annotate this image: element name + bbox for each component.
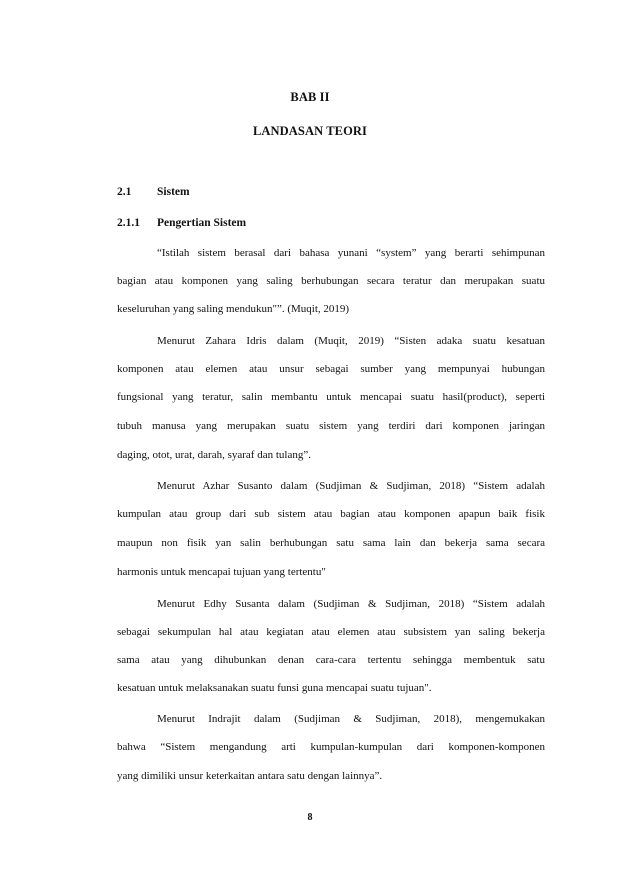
paragraph-line: sama atau yang dihubunkan denan cara-cara tertentu sehingga membentuk satu — [117, 654, 545, 666]
paragraph-line: Menurut Azhar Susanto dalam (Sudjiman & Sudjiman, 2018) “Sistem adalah — [157, 480, 545, 492]
page-number: 8 — [307, 812, 313, 823]
section-number: 2.1 — [117, 186, 132, 198]
paragraph-line: fungsional yang teratur, salin membantu untuk mencapai suatu hasil(product), seperti — [117, 391, 545, 403]
paragraph-line: Menurut Edhy Susanta dalam (Sudjiman & Sudjiman, 2018) “Sistem adalah — [157, 598, 545, 610]
subsection-number: 2.1.1 — [117, 217, 140, 229]
paragraph-line: sebagai sekumpulan hal atau kegiatan atau elemen atau subsistem yan saling bekerja — [117, 626, 545, 638]
paragraph-line: yang dimiliki unsur keterkaitan antara satu dengan lainnya”. — [117, 770, 383, 782]
paragraph-line: kumpulan atau group dari sub sistem atau bagian atau komponen apapun baik fisik — [117, 508, 545, 520]
section-title: Sistem — [157, 186, 190, 198]
paragraph-line: kesatuan untuk melaksanakan suatu funsi guna mencapai suatu tujuan". — [117, 682, 432, 694]
paragraph-line: bahwa “Sistem mengandung arti kumpulan-kumpulan dari komponen-komponen — [117, 741, 545, 753]
paragraph-line: keseluruhan yang saling mendukun"”. (Muqit, 2019) — [117, 303, 350, 315]
subsection-heading — [117, 217, 545, 233]
paragraph-line: komponen atau elemen atau unsur sebagai sumber yang mempunyai hubungan — [117, 363, 545, 375]
paragraph-line: Menurut Indrajit dalam (Sudjiman & Sudjiman, 2018), mengemukakan — [157, 713, 545, 725]
subsection-title: Pengertian Sistem — [157, 217, 247, 229]
chapter-heading: BAB II — [290, 90, 330, 104]
paragraph-line: daging, otot, urat, darah, syaraf dan tulang”. — [117, 449, 311, 461]
paragraph-line: Menurut Zahara Idris dalam (Muqit, 2019) “Sisten adaka suatu kesatuan — [157, 335, 545, 347]
paragraph-line: harmonis untuk mencapai tujuan yang tertentu" — [117, 566, 326, 578]
section-heading — [117, 186, 545, 202]
paragraph-line: tubuh manusa yang merupakan suatu sistem yang terdiri dari komponen jaringan — [117, 420, 545, 432]
paragraph-line: maupun non fisik yan salin berhubungan satu sama lain dan bekerja sama secara — [117, 537, 545, 549]
paragraph-line: bagian atau komponen yang saling berhubungan secara teratur dan merupakan suatu — [117, 275, 545, 287]
chapter-title: LANDASAN TEORI — [252, 124, 368, 138]
paragraph-line: “Istilah sistem berasal dari bahasa yunani “system” yang berarti sehimpunan — [157, 247, 545, 259]
